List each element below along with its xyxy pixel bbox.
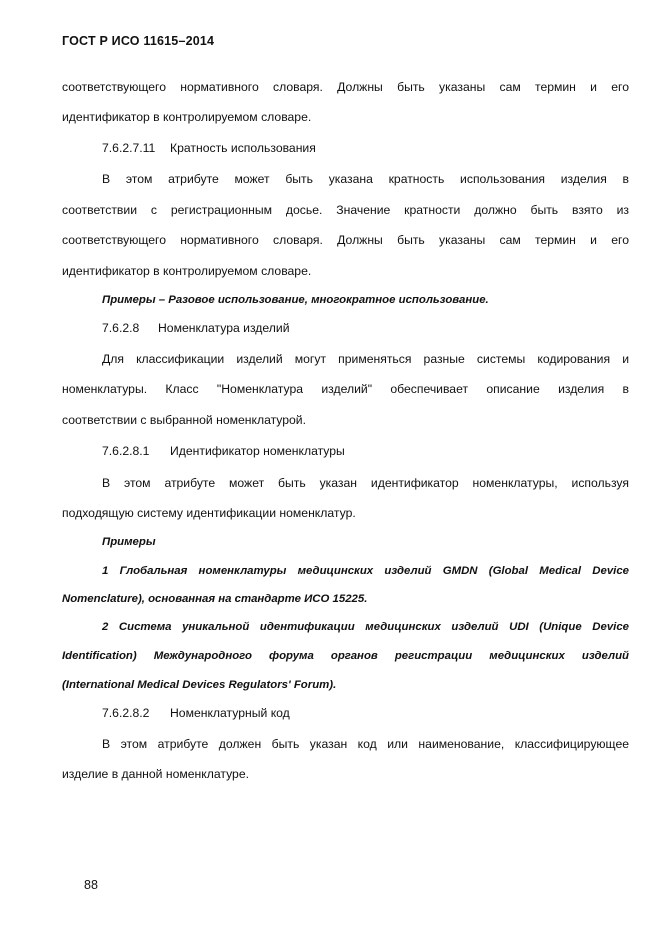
section-heading-7-6-2-8 — [102, 321, 629, 336]
section-number: 7.6.2.8.2 — [102, 706, 150, 720]
section-number: 7.6.2.8 — [102, 321, 140, 335]
paragraph-line: соответствии с регистрационным досье. Значение кратности должно быть взято из — [62, 203, 629, 217]
paragraph-line: номенклатуры. Класс "Номенклатура изделий" обеспечивает описание изделия в — [62, 382, 629, 396]
section-heading-7-6-2-8-2 — [102, 706, 629, 721]
paragraph-line: идентификатор в контролируемом словаре. — [62, 264, 312, 278]
section-number: 7.6.2.8.1 — [102, 444, 150, 458]
examples-note: Примеры – Разовое использование, многократное использование. — [102, 294, 489, 306]
document-header: ГОСТ Р ИСО 11615–2014 — [62, 34, 215, 48]
paragraph-line: В этом атрибуте может быть указан идентификатор номенклатуры, используя — [102, 476, 629, 490]
example-line: 1 Глобальная номенклатуры медицинских изделий GMDN (Global Medical Device — [102, 565, 629, 577]
paragraph-line: Для классификации изделий могут применяться разные системы кодирования и — [102, 352, 629, 366]
example-line: Nomenclature), основанная на стандарте ИСО 15225. — [62, 593, 368, 605]
paragraph-line: изделие в данной номенклатуре. — [62, 767, 249, 781]
section-number: 7.6.2.7.11 — [102, 141, 156, 155]
section-title: Идентификатор номенклатуры — [170, 444, 345, 458]
section-heading-7-6-2-7-11 — [102, 141, 629, 156]
section-heading-7-6-2-8-1 — [102, 444, 629, 459]
page-number: 88 — [84, 878, 98, 892]
paragraph-line: В этом атрибуте должен быть указан код или наименование, классифицирующее — [102, 737, 629, 751]
example-line: Identification) Международного форума органов регистрации медицинских изделий — [62, 650, 629, 662]
example-line: (International Medical Devices Regulators' Forum). — [62, 679, 337, 691]
section-title: Кратность использования — [170, 141, 316, 155]
paragraph-line: подходящую систему идентификации номенклатур. — [62, 506, 356, 520]
paragraph-line: соответствующего нормативного словаря. Должны быть указаны сам термин и его — [62, 80, 629, 94]
examples-label: Примеры — [102, 536, 156, 548]
example-line: 2 Система уникальной идентификации медицинских изделий UDI (Unique Device — [102, 621, 629, 633]
paragraph-line: В этом атрибуте может быть указана кратность использования изделия в — [102, 172, 629, 186]
paragraph-line: идентификатор в контролируемом словаре. — [62, 110, 312, 124]
section-title: Номенклатурный код — [170, 706, 290, 720]
paragraph-line: соответствии с выбранной номенклатурой. — [62, 413, 307, 427]
paragraph-line: соответствующего нормативного словаря. Должны быть указаны сам термин и его — [62, 233, 629, 247]
section-title: Номенклатура изделий — [158, 321, 290, 335]
